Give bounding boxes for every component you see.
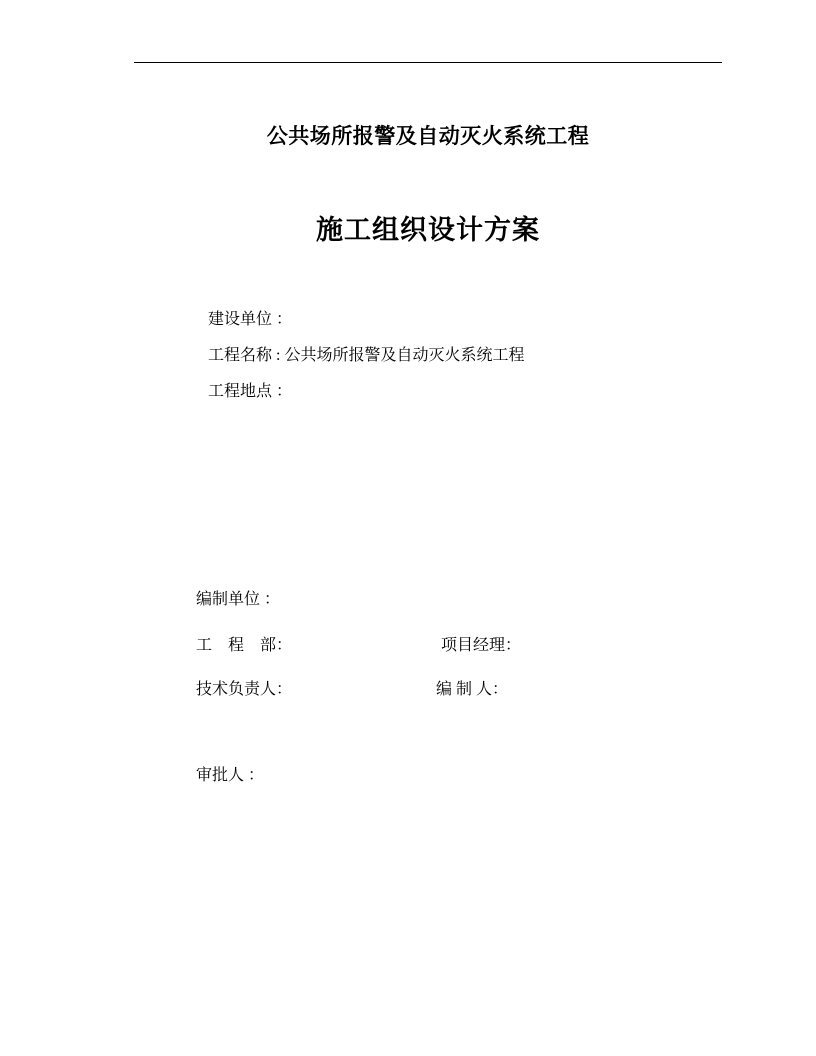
signature-row-engineering	[196, 638, 756, 660]
document-subtitle: 公共场所报警及自动灭火系统工程	[266, 124, 590, 148]
info-label-project-name: 工程名称 :	[208, 347, 281, 364]
signature-label-engineering-dept: 工 程 部：	[196, 637, 293, 654]
info-row-project-name	[208, 348, 708, 364]
document-main-title: 施工组织设计方案	[316, 215, 540, 245]
prepared-by-label: 编制单位 ：	[196, 591, 281, 608]
signature-label-preparer: 编 制 人：	[436, 681, 509, 698]
signature-label-project-manager: 项目经理：	[441, 637, 522, 654]
info-label-project-location: 工程地点 ：	[208, 383, 293, 400]
info-row-project-location	[208, 384, 708, 400]
info-value-project-name: 公共场所报警及自动灭火系统工程	[284, 347, 525, 364]
info-label-construction-unit: 建设单位 ：	[208, 311, 293, 328]
approver-label: 审批人 ：	[196, 767, 265, 784]
header-divider-rule	[134, 62, 722, 63]
info-row-construction-unit	[208, 312, 708, 328]
preparation-block	[196, 592, 756, 726]
signature-label-technical-lead: 技术负责人：	[196, 681, 293, 698]
signature-row-technical	[196, 682, 756, 704]
project-info-block	[208, 312, 708, 420]
